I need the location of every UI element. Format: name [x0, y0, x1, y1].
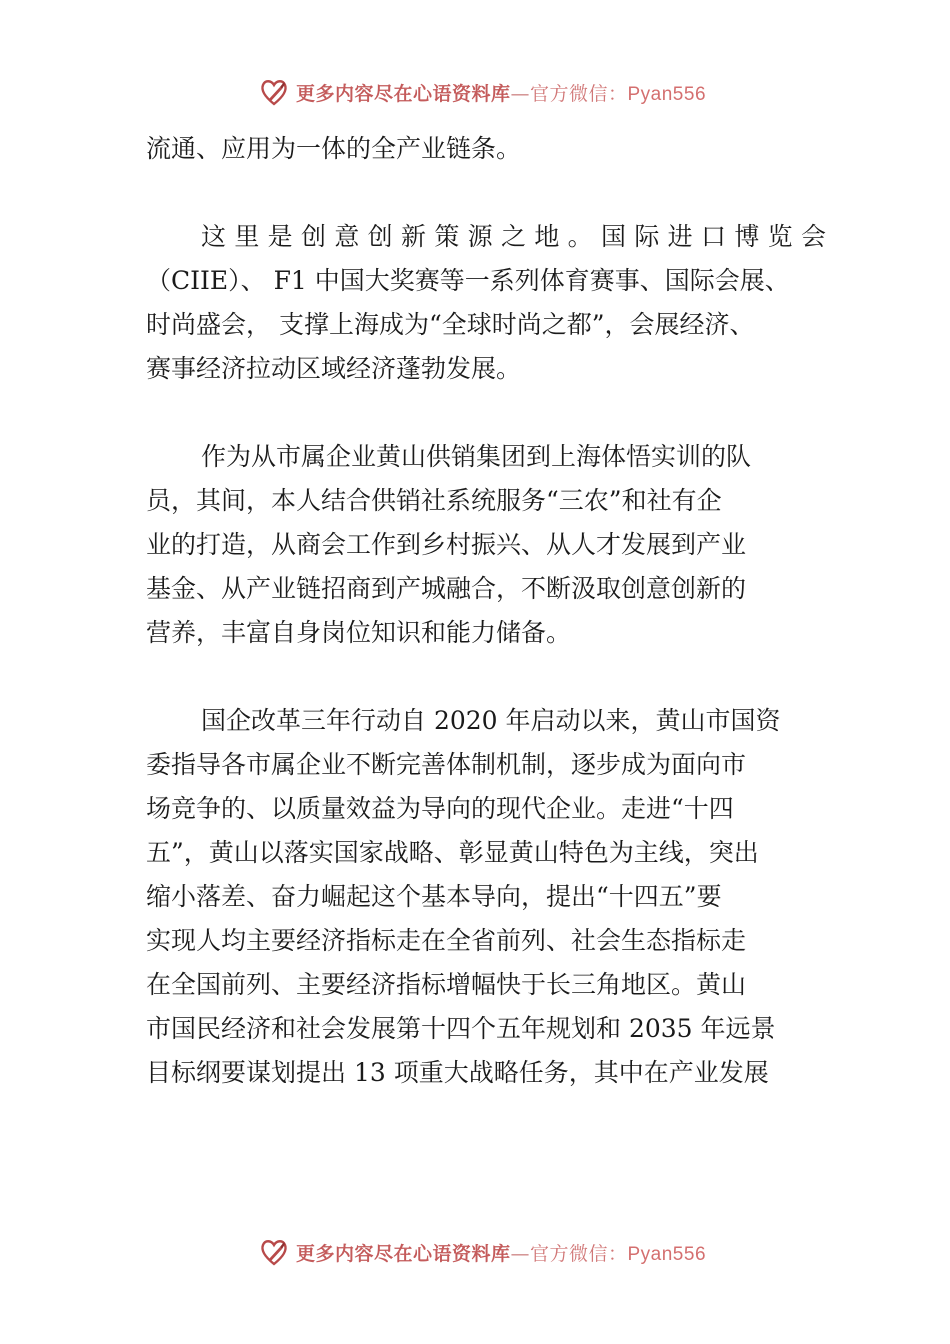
text-line: 赛事经济拉动区域经济蓬勃发展。	[146, 354, 522, 383]
footer-brand: 更多内容尽在心语资料库	[295, 1242, 511, 1265]
header-wechat-label: 官方微信：	[529, 82, 628, 105]
text-line: 基金、从产业链招商到产城融合，不断汲取创意创新的	[146, 574, 747, 603]
paragraph-3	[146, 435, 826, 655]
header-banner-inner	[258, 76, 706, 108]
paragraph-gap	[146, 391, 826, 435]
heart-pen-logo-icon	[258, 76, 290, 108]
text-line: 在全国前列、主要经济指标增幅快于长三角地区。黄山	[146, 970, 747, 999]
paragraph-gap	[146, 171, 826, 215]
footer-separator: —	[510, 1242, 530, 1265]
paragraph-gap	[146, 655, 826, 699]
text-line: 业的打造，从商会工作到乡村振兴、从人才发展到产业	[146, 530, 747, 559]
text-line: 市国民经济和社会发展第十四个五年规划和 2035 年远景	[146, 1014, 776, 1043]
text-line: 目标纲要谋划提出 13 项重大战略任务，其中在产业发展	[146, 1058, 769, 1087]
heart-pen-logo-icon	[258, 1236, 290, 1268]
text-line: 这里是创意创新策源之地。国际进口博览会	[201, 222, 826, 251]
header-banner	[0, 72, 950, 112]
text-line: 作为从市属企业黄山供销集团到上海体悟实训的队	[201, 442, 752, 471]
header-banner-text	[296, 79, 706, 106]
header-wechat-id: Pyan556	[627, 83, 707, 105]
text-line: 国企改革三年行动自 2020 年启动以来，黄山市国资	[201, 706, 781, 735]
text-line: 员，其间，本人结合供销社系统服务“三农”和社有企	[146, 486, 722, 515]
header-separator: —	[510, 82, 530, 105]
document-body	[146, 127, 826, 1095]
text-line: 营养，丰富自身岗位知识和能力储备。	[146, 618, 572, 647]
text-line: （CIIE）、 F1 中国大奖赛等一系列体育赛事、国际会展、	[146, 266, 790, 295]
text-line: 实现人均主要经济指标走在全省前列、社会生态指标走	[146, 926, 747, 955]
footer-wechat-label: 官方微信：	[529, 1242, 628, 1265]
header-brand: 更多内容尽在心语资料库	[295, 82, 511, 105]
footer-banner-text	[296, 1239, 706, 1266]
text-line: 缩小落差、奋力崛起这个基本导向，提出“十四五”要	[146, 882, 722, 911]
paragraph-4	[146, 699, 826, 1095]
footer-wechat-id: Pyan556	[627, 1243, 707, 1265]
footer-banner	[0, 1232, 950, 1272]
footer-banner-inner	[258, 1236, 706, 1268]
text-line: 场竞争的、以质量效益为导向的现代企业。走进“十四	[146, 794, 734, 823]
paragraph-1	[146, 127, 826, 171]
paragraph-2	[146, 215, 826, 391]
text-line: 委指导各市属企业不断完善体制机制，逐步成为面向市	[146, 750, 747, 779]
text-line: 流通、应用为一体的全产业链条。	[146, 134, 522, 163]
text-line: 时尚盛会， 支撑上海成为“全球时尚之都”，会展经济、	[146, 310, 755, 339]
text-line: 五”，黄山以落实国家战略、彰显黄山特色为主线，突出	[146, 838, 759, 867]
